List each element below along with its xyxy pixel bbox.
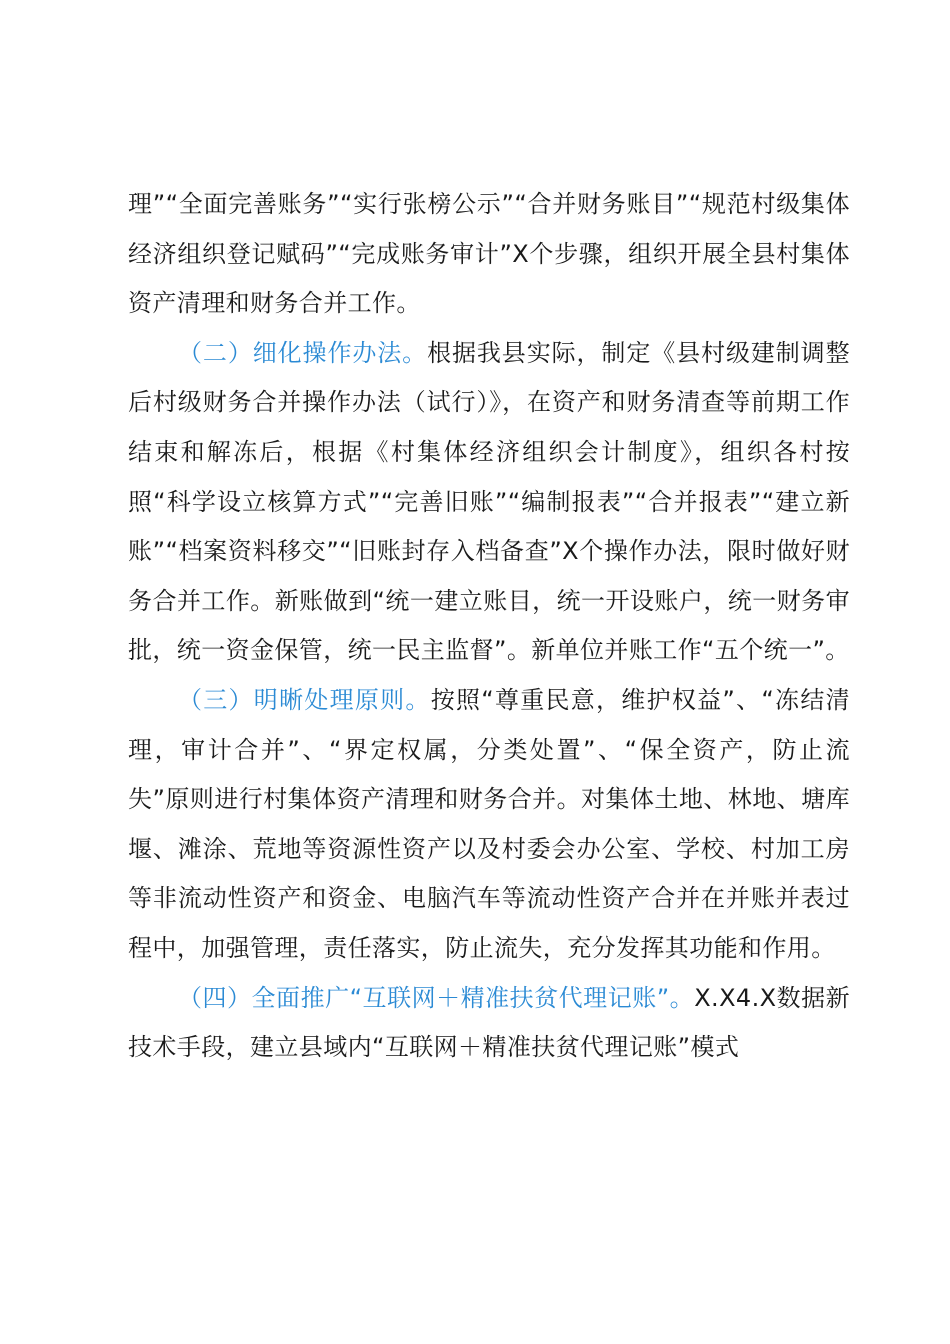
paragraph-continuation [128, 180, 850, 329]
paragraph-body: 根据我县实际，制定《县村级建制调整后村级财务合并操作办法（试行）》，在资产和财务清查等前期工作结束和解冻后，根据《村集体经济组织会计制度》，组织各村按照“科学设立核算方式”“完善旧账”“编制报表”“合并报表”“建立新账”“档案资料移交”“旧账封存入档备查”X个操作办法，限时做好财务合并工作。新账做到“统一建立账目，统一开设账户，统一财务审批，统一资金保管，统一民主监督”。新单位并账工作“五个统一”。 [128, 338, 850, 665]
section-heading: （二）细化操作办法。 [178, 338, 428, 367]
paragraph-body: 理”“全面完善账务”“实行张榜公示”“合并财务账目”“规范村级集体经济组织登记赋码”“完成账务审计”X个步骤，组织开展全县村集体资产清理和财务合并工作。 [128, 190, 850, 318]
paragraph-section-4 [128, 974, 850, 1073]
paragraph-section-2 [128, 329, 850, 676]
section-heading: （三）明晰处理原则。 [178, 685, 431, 714]
paragraph-body: 按照“尊重民意，维护权益”、“冻结清理，审计合并”、“界定权属，分类处置”、“保全资产，防止流失”原则进行村集体资产清理和财务合并。对集体土地、林地、塘库堰、滩涂、荒地等资源性资产以及村委会办公室、学校、村加工房等非流动性资产和资金、电脑汽车等流动性资产合并在并账并表过程中，加强管理，责任落实，防止流失，充分发挥其功能和作用。 [128, 685, 850, 962]
paragraph-body: X.X4.X数据新技术手段，建立县域内“互联网＋精准扶贫代理记账”模式 [128, 983, 850, 1062]
paragraph-section-3 [128, 676, 850, 974]
section-heading: （四）全面推广“互联网＋精准扶贫代理记账”。 [178, 983, 695, 1012]
